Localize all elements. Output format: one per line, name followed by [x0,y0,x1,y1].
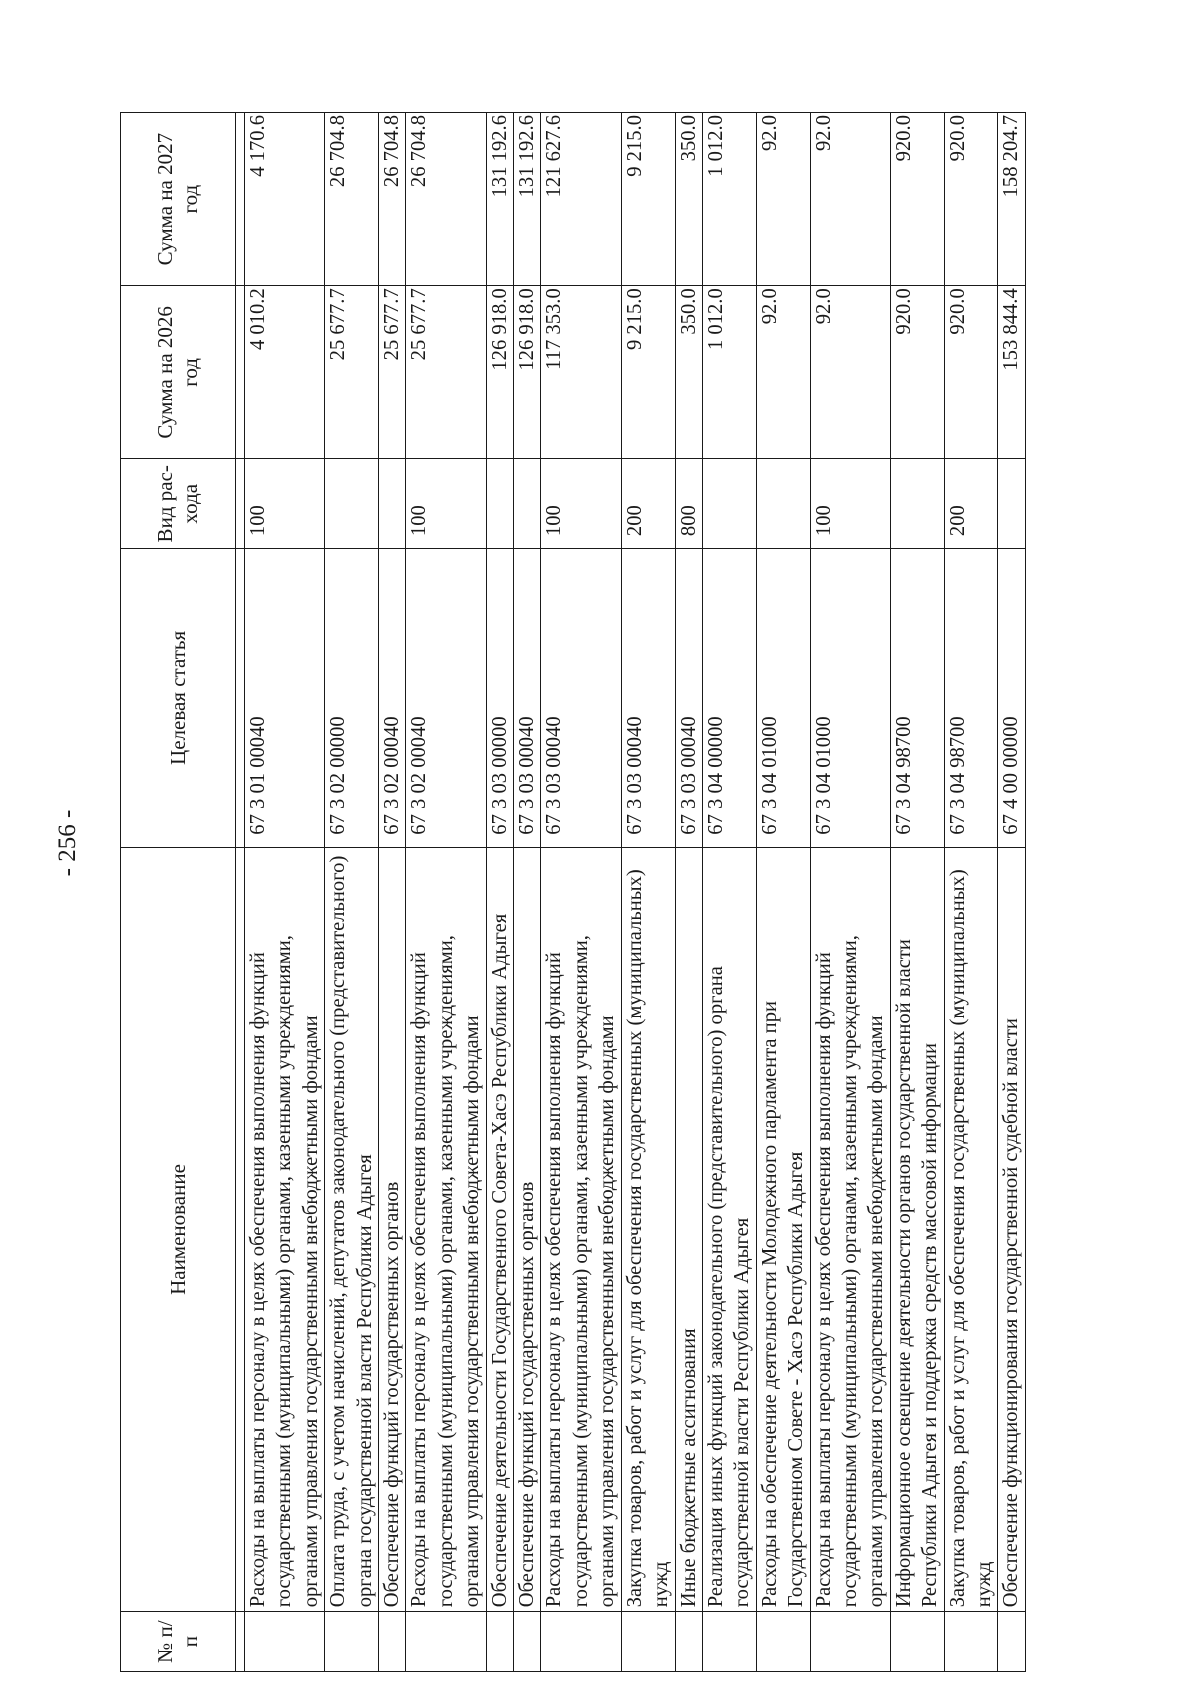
row-code-cell: 67 4 00 00000 [998,549,1025,848]
row-name-cell: Реализация иных функций законодательного (представительного) органа государственной власти Республики Адыгея [702,847,756,1612]
row-sum-2027-cell: 920.0 [890,113,944,286]
row-sum-2027-cell: 4 170.6 [245,113,325,286]
table-body [236,113,1026,1672]
row-sum-2027-cell: 920.0 [944,113,998,286]
row-name-cell: Оплата труда, с учетом начислений, депутатов законодательного (представительного) органа государственной власти Республики Адыгея [325,847,379,1612]
row-name-cell: Расходы на выплаты персоналу в целях обеспечения выполнения функций государственными (муниципальными) органами, казенными учреждениями, органами управления государственными внебюджетными фондами [810,847,890,1612]
row-sum-2027-cell: 9 215.0 [621,113,675,286]
row-num-cell [810,1612,890,1672]
row-name-cell: Обеспечение функций государственных органов [514,847,541,1612]
row-sum-2026-cell: 126 918.0 [514,286,541,459]
row-code-cell: 67 3 03 00000 [486,549,513,848]
row-sum-2027-cell: 131 192.6 [486,113,513,286]
row-sum-2026-cell: 1 012.0 [702,286,756,459]
page-number: - 256 - [54,809,81,877]
row-kind-cell [756,459,810,549]
table-row [406,113,486,1672]
row-name-cell: Обеспечение деятельности Государственного Совета-Хасэ Республики Адыгея [486,847,513,1612]
row-name-cell: Закупка товаров, работ и услуг для обеспечения государственных (муниципальных) нужд [944,847,998,1612]
row-name-cell: Расходы на выплаты персоналу в целях обеспечения выполнения функций государственными (муниципальными) органами, казенными учреждениями, органами управления государственными внебюджетными фондами [541,847,621,1612]
row-code-cell: 67 3 03 00040 [514,549,541,848]
table-header-row [121,113,236,1672]
row-num-cell [944,1612,998,1672]
row-code-cell: 67 3 04 98700 [944,549,998,848]
row-sum-2027-cell: 92.0 [810,113,890,286]
budget-table [120,112,1026,1672]
row-sum-2027-cell: 26 704.8 [325,113,379,286]
row-kind-cell: 100 [245,459,325,549]
row-name-cell: Информационное освещение деятельности органов государственной власти Республики Адыгея и поддержка средств массовой информации [890,847,944,1612]
row-sum-2027-cell: 121 627.6 [541,113,621,286]
row-name-cell: Иные бюджетные ассигнования [675,847,702,1612]
row-name-cell: Расходы на выплаты персоналу в целях обеспечения выполнения функций государственными (муниципальными) органами, казенными учреждениями, органами управления государственными внебюджетными фондами [406,847,486,1612]
row-sum-2026-cell: 92.0 [756,286,810,459]
row-sum-2026-cell: 920.0 [890,286,944,459]
table-row [810,113,890,1672]
row-kind-cell: 100 [541,459,621,549]
row-code-cell: 67 3 03 00040 [675,549,702,848]
row-num-cell [756,1612,810,1672]
row-code-cell: 67 3 04 01000 [810,549,890,848]
row-sum-2027-cell: 131 192.6 [514,113,541,286]
table-row [702,113,756,1672]
row-sum-2026-cell: 25 677.7 [406,286,486,459]
table-row [245,113,325,1672]
row-num-cell [245,1612,325,1672]
table-spacer-row [236,113,245,1672]
row-name-cell: Обеспечение функционирования государственной судебной власти [998,847,1025,1612]
table-row [325,113,379,1672]
row-kind-cell [890,459,944,549]
header-kind: Вид рас-хода [121,459,236,549]
row-num-cell [621,1612,675,1672]
table-row [756,113,810,1672]
row-sum-2027-cell: 26 704.8 [406,113,486,286]
header-sum-2027: Сумма на 2027 год [121,113,236,286]
row-code-cell: 67 3 03 00040 [621,549,675,848]
table-row [621,113,675,1672]
budget-table-rotated [120,112,1072,1672]
row-kind-cell [702,459,756,549]
row-sum-2026-cell: 92.0 [810,286,890,459]
row-sum-2026-cell: 920.0 [944,286,998,459]
row-name-cell: Обеспечение функций государственных органов [379,847,406,1612]
header-name: Наименование [121,847,236,1612]
row-sum-2026-cell: 350.0 [675,286,702,459]
row-num-cell [379,1612,406,1672]
row-kind-cell [514,459,541,549]
row-name-cell: Расходы на выплаты персоналу в целях обеспечения выполнения функций государственными (муниципальными) органами, казенными учреждениями, органами управления государственными внебюджетными фондами [245,847,325,1612]
row-num-cell [325,1612,379,1672]
row-num-cell [486,1612,513,1672]
row-kind-cell: 800 [675,459,702,549]
header-code: Целевая статья [121,549,236,848]
table-row [486,113,513,1672]
row-code-cell: 67 3 04 98700 [890,549,944,848]
row-code-cell: 67 3 01 00040 [245,549,325,848]
row-kind-cell: 100 [810,459,890,549]
row-num-cell [514,1612,541,1672]
row-num-cell [406,1612,486,1672]
row-sum-2027-cell: 350.0 [675,113,702,286]
row-kind-cell [998,459,1025,549]
row-code-cell: 67 3 02 00000 [325,549,379,848]
row-sum-2027-cell: 1 012.0 [702,113,756,286]
row-sum-2027-cell: 26 704.8 [379,113,406,286]
row-kind-cell [486,459,513,549]
row-kind-cell [325,459,379,549]
row-sum-2027-cell: 158 204.7 [998,113,1025,286]
table-row [944,113,998,1672]
table-row [675,113,702,1672]
row-sum-2026-cell: 126 918.0 [486,286,513,459]
row-num-cell [541,1612,621,1672]
row-kind-cell [379,459,406,549]
table-row [541,113,621,1672]
row-sum-2026-cell: 4 010.2 [245,286,325,459]
row-code-cell: 67 3 02 00040 [406,549,486,848]
row-sum-2026-cell: 9 215.0 [621,286,675,459]
row-code-cell: 67 3 02 00040 [379,549,406,848]
row-sum-2026-cell: 25 677.7 [379,286,406,459]
table-row [514,113,541,1672]
row-code-cell: 67 3 04 00000 [702,549,756,848]
row-num-cell [890,1612,944,1672]
row-sum-2026-cell: 25 677.7 [325,286,379,459]
row-code-cell: 67 3 03 00040 [541,549,621,848]
table-row [379,113,406,1672]
header-sum-2026: Сумма на 2026 год [121,286,236,459]
table-row [998,113,1025,1672]
row-name-cell: Закупка товаров, работ и услуг для обеспечения государственных (муниципальных) нужд [621,847,675,1612]
row-kind-cell: 200 [944,459,998,549]
row-sum-2026-cell: 153 844.4 [998,286,1025,459]
header-num: № п/п [121,1612,236,1672]
row-num-cell [675,1612,702,1672]
row-code-cell: 67 3 04 01000 [756,549,810,848]
row-name-cell: Расходы на обеспечение деятельности Молодежного парламента при Государственном Совете - Хасэ Республики Адыгея [756,847,810,1612]
row-sum-2026-cell: 117 353.0 [541,286,621,459]
row-num-cell [998,1612,1025,1672]
row-kind-cell: 200 [621,459,675,549]
row-sum-2027-cell: 92.0 [756,113,810,286]
row-num-cell [702,1612,756,1672]
row-kind-cell: 100 [406,459,486,549]
budget-table-area [120,112,1072,1672]
table-row [890,113,944,1672]
